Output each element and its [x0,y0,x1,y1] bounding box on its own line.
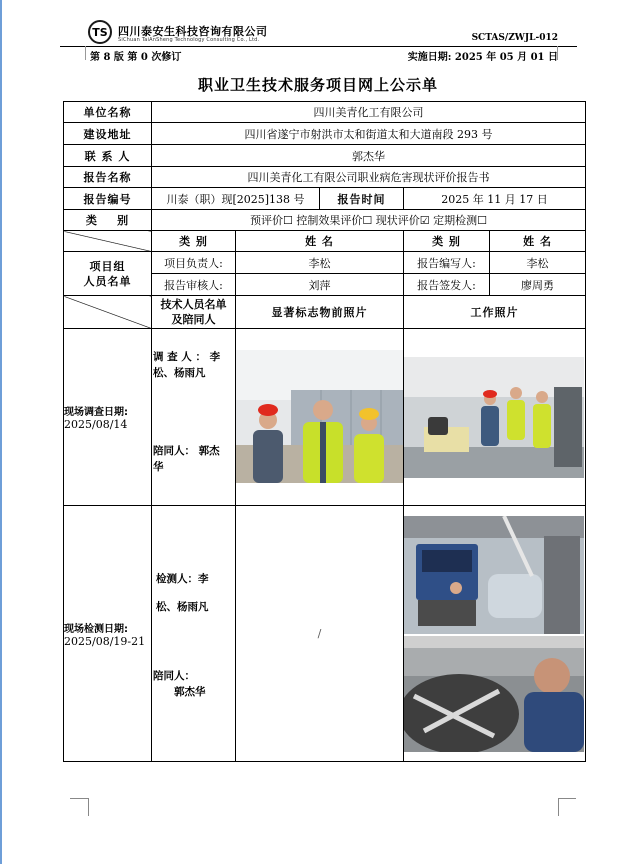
staff-column-header: 技术人员名单 及陪同人 [152,296,236,329]
report-number-value: 川泰（职）现[2025]138 号 [152,188,320,210]
reviewer-label: 报告审核人: [152,274,236,296]
diagonal-photo-header-cell [64,296,152,329]
diagonal-header-cell [64,231,152,252]
testing-testers: 检测人：李 松、杨雨凡 [156,573,209,613]
team-category-header: 类 别 [152,231,236,252]
testing-date-value: 2025/08/19-21 [64,634,146,648]
survey-work-photo-cell [404,329,586,506]
project-lead-label: 项目负责人: [152,252,236,274]
testing-date-cell [64,506,152,762]
signer-label: 报告签发人: [404,274,490,296]
testing-work-photo-1 [404,516,584,634]
testing-landmark-photo-cell [236,506,404,762]
address-label: 建设地址 [64,123,152,145]
survey-work-photo [404,357,584,478]
window-left-border [0,0,2,864]
report-time-label: 报告时间 [320,188,404,210]
survey-staff-cell [152,329,236,506]
margin-mark-left [85,46,86,60]
address-value: 四川省遂宁市射洪市太和街道太和大道南段 293 号 [152,123,586,145]
landmark-photo-header: 显著标志物前照片 [236,296,404,329]
survey-date-value: 2025/08/14 [64,418,128,431]
testing-work-photo-2 [404,636,584,752]
crop-mark-bottom-left-v [88,798,89,816]
document-code: SCTAS/ZWJL-012 [471,33,558,43]
contact-value: 郭杰华 [152,145,586,167]
crop-mark-bottom-right-h [558,798,576,799]
report-name-label: 报告名称 [64,167,152,188]
effective-date: 实施日期: 2025 年 05 月 01 日 [407,52,558,63]
unit-name-label: 单位名称 [64,102,152,123]
survey-companion: 陪同人： 郭杰 华 [153,445,220,473]
crop-mark-bottom-left-h [70,798,88,799]
team-category-header-2: 类 别 [404,231,490,252]
category-options: 预评价☐ 控制效果评价☐ 现状评价☑ 定期检测☐ [152,210,586,231]
category-label: 类 别 [64,210,152,231]
team-name-header-2: 姓 名 [490,231,586,252]
document-title: 职业卫生技术服务项目网上公示单 [197,76,438,94]
company-logo-icon: TS [88,20,112,44]
survey-date-label: 现场调查日期: [64,407,128,418]
testing-companion-label: 陪同人： [153,670,195,682]
survey-landmark-photo [236,350,404,483]
testing-staff-cell [152,506,236,762]
company-name-en: SiChuan TaiAnSheng Technology Consulting Co., Ltd. [118,37,260,43]
project-lead-value: 李松 [236,252,404,274]
testing-date-label: 现场检测日期: [64,623,128,635]
header-rule [60,46,577,47]
survey-date-cell [64,329,152,506]
company-name-cn: 四川泰安生科技咨询有限公司 [118,25,268,38]
report-writer-value: 李松 [490,252,586,274]
testing-companion-name: 郭杰华 [174,686,206,698]
report-time-value: 2025 年 11 月 17 日 [404,188,586,210]
edition-label: 第 8 版 第 0 次修订 [90,52,182,63]
crop-mark-bottom-right-v [558,798,559,816]
signer-value: 廖周勇 [490,274,586,296]
project-team-label: 项目组 人员名单 [64,252,152,296]
team-name-header: 姓 名 [236,231,404,252]
report-writer-label: 报告编写人: [404,252,490,274]
testing-work-photo-cell [404,506,586,762]
no-photo-placeholder: / [317,627,322,640]
unit-name-value: 四川美青化工有限公司 [152,102,586,123]
contact-label: 联 系 人 [64,145,152,167]
survey-landmark-photo-cell [236,329,404,506]
work-photo-header: 工作照片 [404,296,586,329]
report-number-label: 报告编号 [64,188,152,210]
disclosure-table [63,101,586,762]
report-name-value: 四川美青化工有限公司职业病危害现状评价报告书 [152,167,586,188]
reviewer-value: 刘萍 [236,274,404,296]
survey-investigators: 调 查 人 ： 李 松、杨雨凡 [153,351,221,379]
